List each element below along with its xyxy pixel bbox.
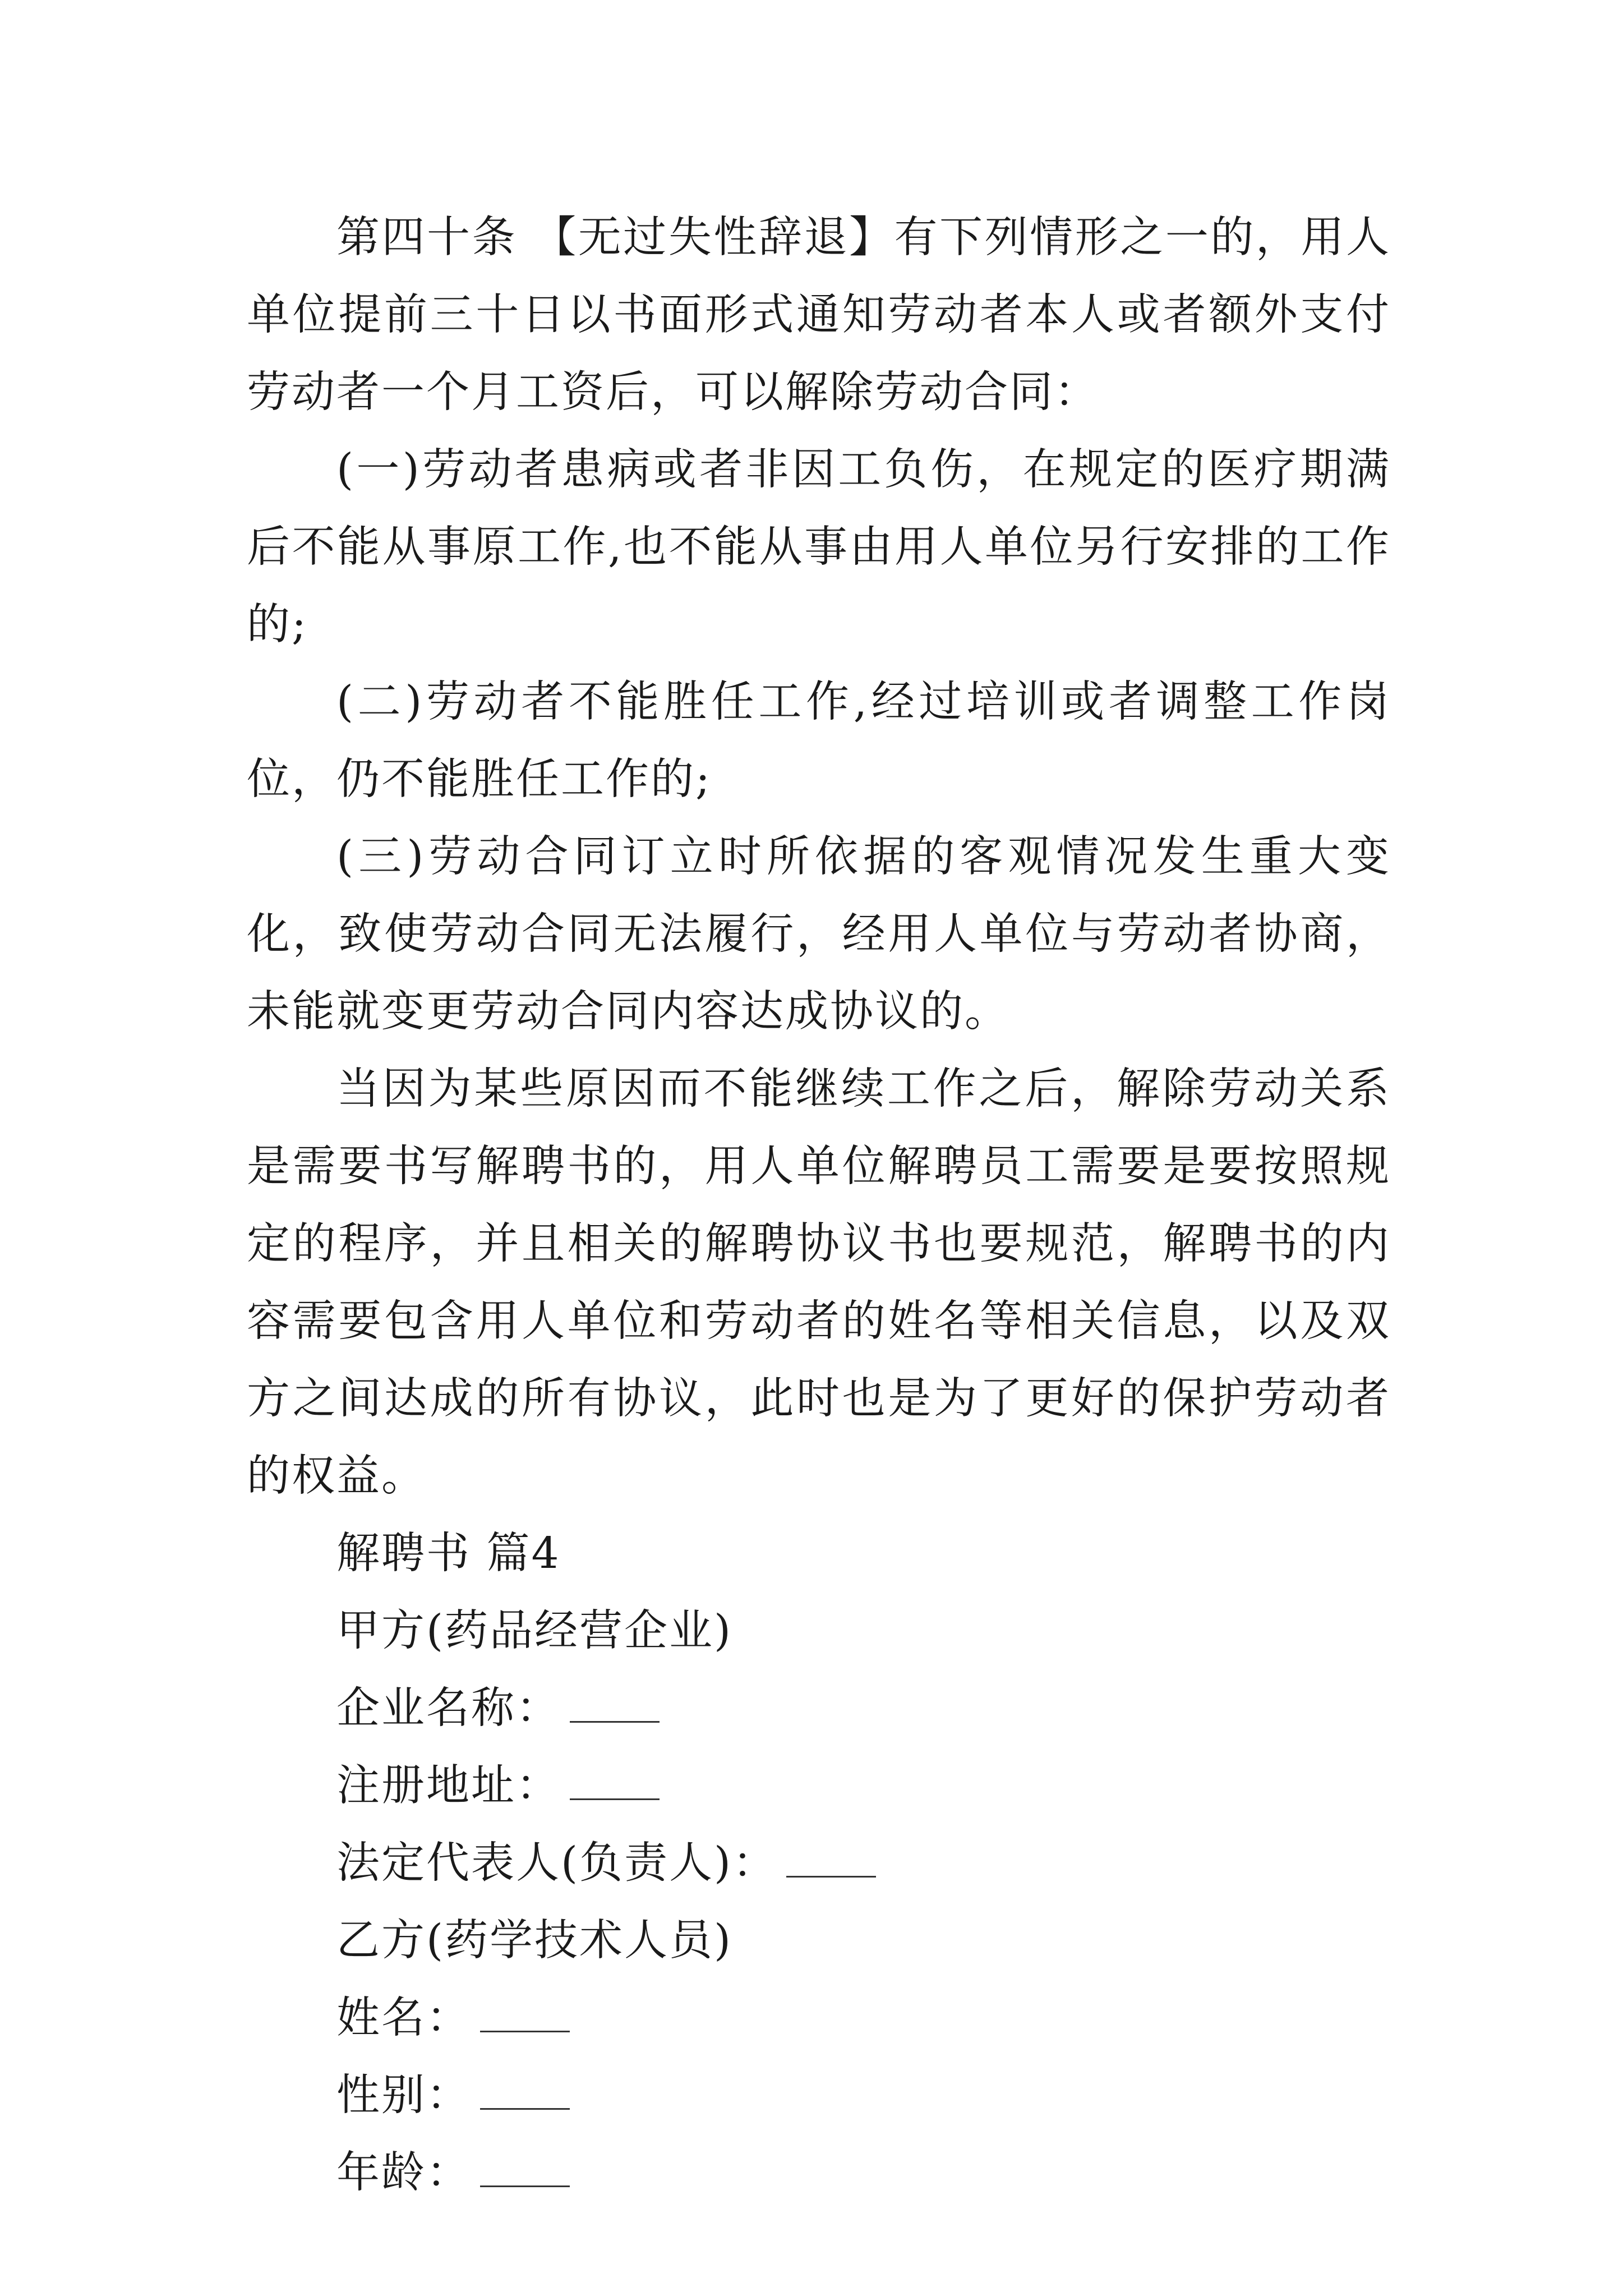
- address-label: 注册地址：: [336, 1761, 561, 1811]
- document-body: [247, 199, 1391, 2212]
- name-field: [247, 1980, 1391, 2057]
- party-b-heading: 乙方(药学技术人员): [336, 1916, 733, 1966]
- address-field: [247, 1747, 1391, 1825]
- gender-label: 性别：: [336, 2070, 471, 2120]
- article-40-paragraph: 第四十条 【无过失性辞退】有下列情形之一的，用人单位提前三十日以书面形式通知劳动者本人或者额外支付劳动者一个月工资后，可以解除劳动合同：: [247, 213, 1391, 417]
- company-name-label: 企业名称：: [336, 1683, 561, 1733]
- representative-field: [247, 1825, 1391, 1902]
- name-label: 姓名：: [336, 1993, 471, 2043]
- age-blank: [480, 2182, 570, 2187]
- list-item-3: (三)劳动合同订立时所依据的客观情况发生重大变化，致使劳动合同无法履行，经用人单位与劳动者协商，未能就变更劳动合同内容达成协议的。: [247, 832, 1391, 1037]
- section-title: 解聘书 篇4: [336, 1529, 561, 1579]
- gender-blank: [480, 2105, 570, 2110]
- age-label: 年龄：: [336, 2148, 471, 2198]
- company-name-blank: [570, 1718, 660, 1723]
- representative-label: 法定代表人(负责人)：: [336, 1838, 778, 1888]
- party-a-heading: 甲方(药品经营企业): [336, 1606, 733, 1656]
- gender-field: [247, 2057, 1391, 2134]
- list-item-2: (二)劳动者不能胜任工作,经过培训或者调整工作岗位，仍不能胜任工作的;: [247, 677, 1391, 804]
- age-field: [247, 2134, 1391, 2212]
- summary-paragraph: 当因为某些原因而不能继续工作之后，解除劳动关系是需要书写解聘书的，用人单位解聘员工需要是要按照规定的程序，并且相关的解聘协议书也要规范，解聘书的内容需要包含用人单位和劳动者的姓名等相关信息，以及双方之间达成的所有协议，此时也是为了更好的保护劳动者的权益。: [247, 1064, 1391, 1501]
- address-blank: [570, 1795, 660, 1800]
- company-name-field: [247, 1670, 1391, 1747]
- representative-blank: [786, 1872, 876, 1878]
- list-item-1: (一)劳动者患病或者非因工负伤，在规定的医疗期满后不能从事原工作,也不能从事由用人单位另行安排的工作的;: [247, 445, 1391, 650]
- name-blank: [480, 2027, 570, 2032]
